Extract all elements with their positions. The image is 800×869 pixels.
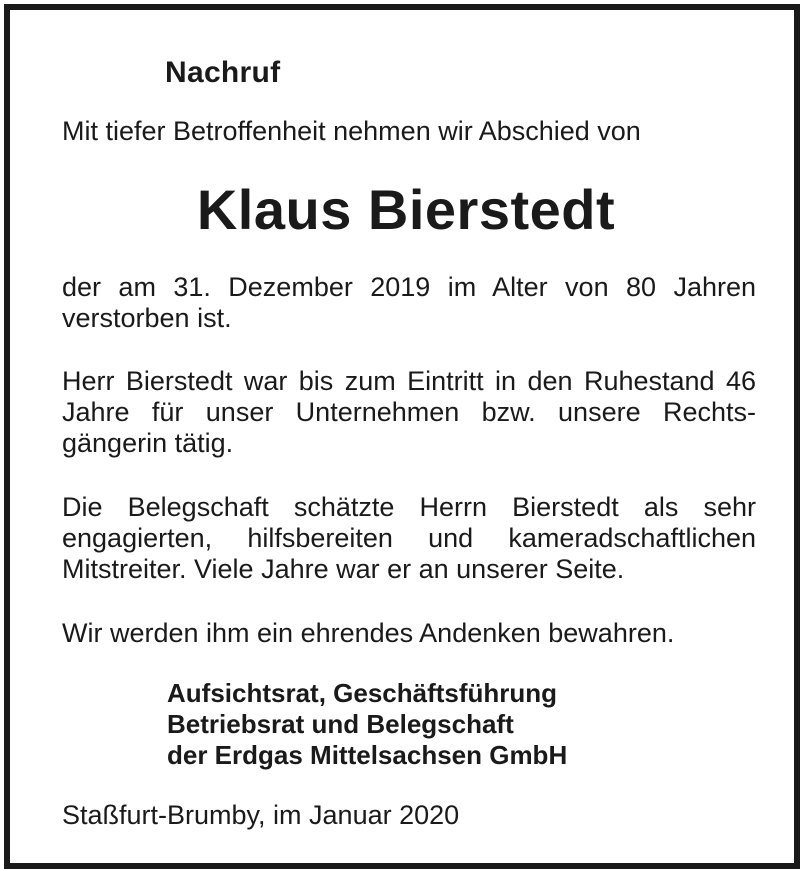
signature-line: Aufsichtsrat, Geschäftsführung: [167, 678, 558, 708]
deceased-name: Klaus Bierstedt: [196, 178, 616, 241]
signature-block: [167, 678, 567, 771]
paragraph-remembrance: Wir werden ihm ein ehrendes Andenken bewahren.: [62, 618, 675, 648]
paragraph-death-date: der am 31. Dezember 2019 im Alter von 80 Jahren verstorben ist.: [62, 272, 756, 333]
notice-heading: Nachruf: [165, 56, 281, 89]
paragraph-career: [62, 366, 756, 459]
signature-line: Betriebsrat und Belegschaft: [167, 709, 514, 739]
intro-line: Mit tiefer Betroffenheit nehmen wir Abschied von: [62, 116, 641, 146]
obituary-frame: [4, 4, 800, 869]
paragraph-appreciation: Die Belegschaft schätzte Herrn Bierstedt als sehr engagierten, hilfsbereiten und kameradschaftlichen Mitstreiter. Viele Jahre war er an unserer Seite.: [62, 492, 756, 584]
paragraph-career-text: Herr Bierstedt war bis zum Eintritt in den Ruhestand 46 Jahre für unser Unternehmen bzw. unsere Rechtsgängerin tätig.: [62, 366, 756, 458]
place-and-date: Staßfurt-Brumby, im Januar 2020: [62, 800, 460, 830]
signature-line: der Erdgas Mittelsachsen GmbH: [167, 740, 568, 770]
